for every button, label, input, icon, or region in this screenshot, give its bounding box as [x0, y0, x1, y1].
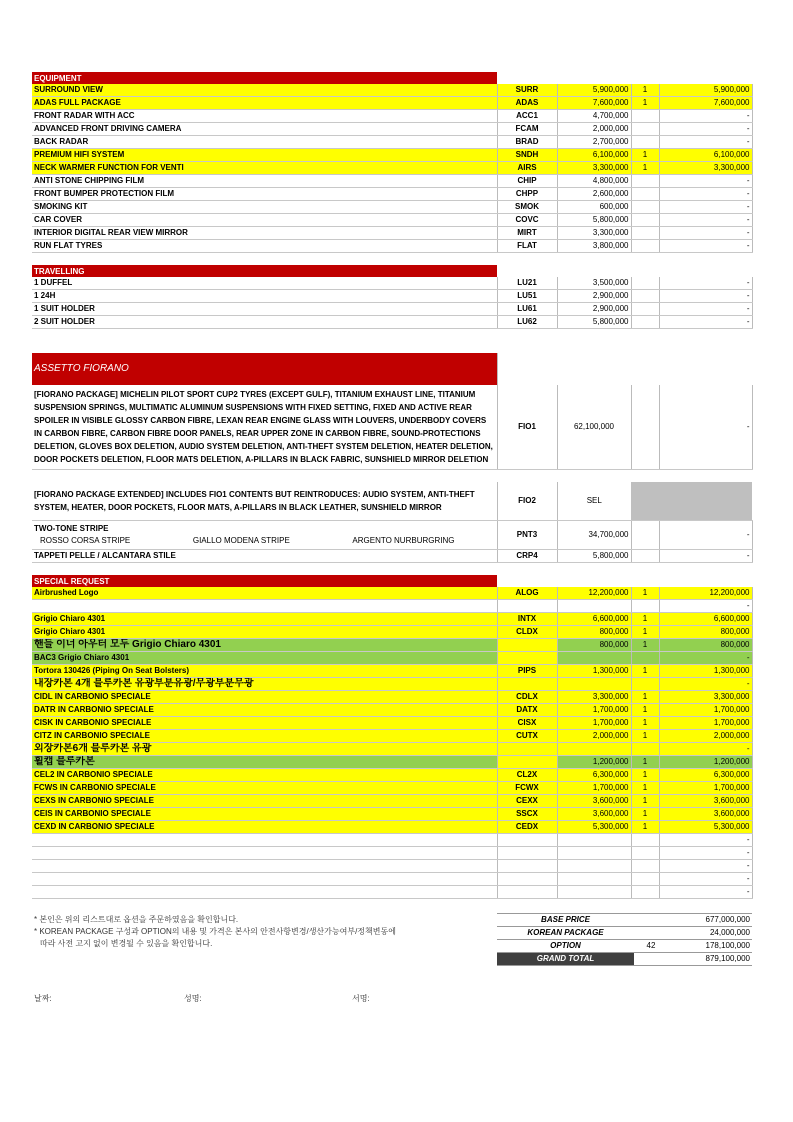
special-request-item-price: 6,300,000: [557, 769, 631, 782]
crp4-total: -: [659, 550, 752, 563]
travelling-item-name: 1 DUFFEL: [32, 277, 497, 290]
equipment-item-code: COVC: [497, 214, 557, 227]
special-request-item-row: [32, 808, 752, 821]
equipment-item-name: FRONT BUMPER PROTECTION FILM: [32, 188, 497, 201]
special-request-item-price: [557, 886, 631, 899]
special-request-item-code: [497, 639, 557, 652]
special-request-item-name: 내장카본 4개 블루카본 유광부분유광/무광부분무광: [32, 678, 497, 691]
special-request-item-name: BAC3 Grigio Chiaro 4301: [32, 652, 497, 665]
travelling-item-row: [32, 316, 752, 329]
special-request-item-name: [32, 847, 497, 860]
travelling-item-code: LU51: [497, 290, 557, 303]
equipment-item-qty: 1: [631, 97, 659, 110]
special-request-item-row: [32, 834, 752, 847]
crp4-row: [32, 550, 752, 563]
special-request-item-qty: 1: [631, 782, 659, 795]
special-request-item-qty: 1: [631, 691, 659, 704]
base-price-value: 677,000,000: [668, 914, 752, 927]
special-request-item-name: 외장카본6개 블루카본 유광: [32, 743, 497, 756]
equipment-item-total: -: [659, 188, 752, 201]
equipment-item-row: [32, 123, 752, 136]
special-request-item-total: -: [659, 652, 752, 665]
special-request-item-row: [32, 639, 752, 652]
special-request-item-row: [32, 652, 752, 665]
special-request-item-price: [557, 834, 631, 847]
equipment-item-total: 3,300,000: [659, 162, 752, 175]
special-request-item-code: [497, 847, 557, 860]
special-request-item-code: CUTX: [497, 730, 557, 743]
fio1-row: [32, 385, 752, 470]
equipment-item-price: 3,300,000: [557, 227, 631, 240]
equipment-item-total: -: [659, 110, 752, 123]
special-request-item-row: [32, 626, 752, 639]
equipment-header: EQUIPMENT: [32, 72, 497, 84]
special-request-item-name: FCWS IN CARBONIO SPECIALE: [32, 782, 497, 795]
equipment-item-price: 3,300,000: [557, 162, 631, 175]
special-request-item-qty: 1: [631, 769, 659, 782]
special-request-item-row: [32, 730, 752, 743]
travelling-item-row: [32, 303, 752, 316]
special-request-item-price: 1,700,000: [557, 782, 631, 795]
travelling-item-qty: [631, 303, 659, 316]
special-request-item-total: 1,200,000: [659, 756, 752, 769]
fio1-price: 62,100,000: [557, 385, 631, 470]
special-request-item-qty: 1: [631, 613, 659, 626]
equipment-item-row: [32, 175, 752, 188]
stripe-option-rosso: ROSSO CORSA STRIPE: [40, 536, 131, 545]
travelling-item-name: 1 24H: [32, 290, 497, 303]
special-request-item-name: CEL2 IN CARBONIO SPECIALE: [32, 769, 497, 782]
equipment-item-row: [32, 136, 752, 149]
equipment-item-price: 600,000: [557, 201, 631, 214]
pnt3-row: [32, 521, 752, 550]
special-request-item-row: [32, 756, 752, 769]
equipment-item-qty: 1: [631, 162, 659, 175]
options-table: [32, 72, 753, 899]
equipment-item-row: [32, 240, 752, 253]
equipment-item-code: FLAT: [497, 240, 557, 253]
travelling-item-price: 5,800,000: [557, 316, 631, 329]
special-request-item-row: [32, 782, 752, 795]
special-request-item-name: CITZ IN CARBONIO SPECIALE: [32, 730, 497, 743]
equipment-item-total: -: [659, 201, 752, 214]
travelling-item-total: -: [659, 316, 752, 329]
travelling-item-row: [32, 290, 752, 303]
fio1-code: FIO1: [497, 385, 557, 470]
special-request-item-price: 1,700,000: [557, 704, 631, 717]
equipment-item-total: 6,100,000: [659, 149, 752, 162]
option-value: 178,100,000: [668, 940, 752, 953]
special-request-item-name: CEXS IN CARBONIO SPECIALE: [32, 795, 497, 808]
travelling-item-row: [32, 277, 752, 290]
equipment-header-row: [32, 72, 752, 84]
equipment-item-price: 2,700,000: [557, 136, 631, 149]
special-request-item-total: -: [659, 743, 752, 756]
special-request-item-price: 3,600,000: [557, 795, 631, 808]
special-request-item-code: [497, 756, 557, 769]
fio2-code: FIO2: [497, 482, 557, 521]
special-request-item-row: [32, 691, 752, 704]
equipment-item-total: 7,600,000: [659, 97, 752, 110]
special-request-item-qty: [631, 886, 659, 899]
travelling-item-price: 2,900,000: [557, 290, 631, 303]
special-request-item-row: [32, 613, 752, 626]
equipment-item-code: ACC1: [497, 110, 557, 123]
travelling-item-code: LU61: [497, 303, 557, 316]
special-request-item-total: -: [659, 834, 752, 847]
special-header-row: [32, 575, 752, 587]
assetto-header-row: [32, 353, 752, 385]
equipment-item-qty: [631, 240, 659, 253]
special-request-item-price: [557, 743, 631, 756]
travelling-item-code: LU21: [497, 277, 557, 290]
crp4-code: CRP4: [497, 550, 557, 563]
special-request-item-row: [32, 873, 752, 886]
special-request-item-total: -: [659, 678, 752, 691]
equipment-item-price: 2,600,000: [557, 188, 631, 201]
special-request-item-code: [497, 652, 557, 665]
special-request-item-qty: [631, 860, 659, 873]
special-request-item-row: [32, 769, 752, 782]
special-request-item-price: 6,600,000: [557, 613, 631, 626]
special-request-item-name: [32, 834, 497, 847]
special-request-item-price: 1,200,000: [557, 756, 631, 769]
special-request-item-price: 1,700,000: [557, 717, 631, 730]
special-request-item-qty: 1: [631, 704, 659, 717]
equipment-item-name: SMOKING KIT: [32, 201, 497, 214]
stripe-options: [34, 535, 495, 547]
korean-package-label: KOREAN PACKAGE: [497, 927, 634, 940]
equipment-item-price: 2,000,000: [557, 123, 631, 136]
special-request-item-name: CEIS IN CARBONIO SPECIALE: [32, 808, 497, 821]
equipment-item-code: BRAD: [497, 136, 557, 149]
special-request-item-row: [32, 847, 752, 860]
option-count: 42: [634, 940, 668, 953]
travelling-item-price: 3,500,000: [557, 277, 631, 290]
special-request-item-name: CIDL IN CARBONIO SPECIALE: [32, 691, 497, 704]
equipment-item-name: ANTI STONE CHIPPING FILM: [32, 175, 497, 188]
fio2-row: [32, 482, 752, 521]
special-request-item-total: -: [659, 847, 752, 860]
price-summary: [497, 913, 752, 966]
special-request-item-name: [32, 886, 497, 899]
equipment-item-row: [32, 188, 752, 201]
equipment-item-code: CHIP: [497, 175, 557, 188]
equipment-item-price: 6,100,000: [557, 149, 631, 162]
special-request-item-name: CISK IN CARBONIO SPECIALE: [32, 717, 497, 730]
equipment-item-price: 7,600,000: [557, 97, 631, 110]
special-request-item-row: [32, 821, 752, 834]
special-request-item-qty: [631, 847, 659, 860]
special-request-item-price: [557, 678, 631, 691]
special-request-item-total: 1,700,000: [659, 782, 752, 795]
special-request-item-code: ALOG: [497, 587, 557, 600]
travelling-item-name: 1 SUIT HOLDER: [32, 303, 497, 316]
date-label: 날짜:: [34, 994, 52, 1003]
equipment-item-name: FRONT RADAR WITH ACC: [32, 110, 497, 123]
equipment-item-name: SURROUND VIEW: [32, 84, 497, 97]
equipment-item-qty: [631, 110, 659, 123]
special-request-item-code: [497, 873, 557, 886]
special-header: SPECIAL REQUEST: [32, 575, 497, 587]
special-request-item-qty: 1: [631, 821, 659, 834]
equipment-item-qty: [631, 136, 659, 149]
special-request-item-code: SSCX: [497, 808, 557, 821]
special-request-item-name: Grigio Chiaro 4301: [32, 613, 497, 626]
equipment-item-name: BACK RADAR: [32, 136, 497, 149]
special-request-item-row: [32, 704, 752, 717]
special-request-item-qty: 1: [631, 795, 659, 808]
travelling-item-total: -: [659, 277, 752, 290]
special-request-item-price: 5,300,000: [557, 821, 631, 834]
special-request-item-code: CDLX: [497, 691, 557, 704]
special-request-item-qty: 1: [631, 639, 659, 652]
travelling-item-price: 2,900,000: [557, 303, 631, 316]
special-request-item-total: -: [659, 860, 752, 873]
travelling-header: TRAVELLING: [32, 265, 497, 277]
name-label: 성명:: [184, 994, 202, 1003]
note-line-1: * 본인은 위의 리스트대로 옵션을 주문하였음을 확인합니다.: [34, 915, 239, 924]
special-request-item-qty: [631, 652, 659, 665]
special-request-item-total: 1,300,000: [659, 665, 752, 678]
fio2-price: SEL: [557, 482, 631, 521]
special-request-item-row: [32, 600, 752, 613]
fio1-description: [FIORANO PACKAGE] MICHELIN PILOT SPORT CUP2 TYRES (EXCEPT GULF), TITANIUM EXHAUST LINE, TITANIUM SUSPENSION SPRINGS, MULTIMATIC ALUMINUM SUSPENSIONS WITH FIXED SETTING, FIXED AND ACTIVE REAR SPOILER IN VISIBLE GLOSSY CARBON FIBRE, LEXAN REAR ENGINE GLASS WITH LOUVERS, UNDERBODY COVERS IN CARBON FIBRE, CARBON FIBRE DOOR PANELS, REAR UPPER ZONE IN CARBON FIBRE, SOUND-PROTECTIONS DELETION, GLOVES BOX DELETION, AUDIO SYSTEM DELETION, ANTI-THEFT SYSTEM DELETION, HEATER DELETION, DOOR POCKETS DELETION, FLOOR MATS DELETION, A-PILLARS IN BLACK FABRIC, SUNSHIELD MIRROR DELETION: [32, 385, 497, 470]
special-request-item-price: 2,000,000: [557, 730, 631, 743]
equipment-item-qty: [631, 201, 659, 214]
special-request-item-total: 1,700,000: [659, 717, 752, 730]
equipment-item-qty: [631, 227, 659, 240]
equipment-item-code: AIRS: [497, 162, 557, 175]
signature-label: 서명:: [352, 994, 370, 1003]
crp4-name: TAPPETI PELLE / ALCANTARA STILE: [32, 550, 497, 563]
equipment-item-row: [32, 162, 752, 175]
special-request-item-code: CLDX: [497, 626, 557, 639]
special-request-item-total: 6,300,000: [659, 769, 752, 782]
special-request-item-total: -: [659, 600, 752, 613]
equipment-item-price: 3,800,000: [557, 240, 631, 253]
special-request-item-price: [557, 860, 631, 873]
equipment-item-code: SURR: [497, 84, 557, 97]
special-request-item-row: [32, 886, 752, 899]
travelling-item-total: -: [659, 290, 752, 303]
special-request-item-total: 800,000: [659, 626, 752, 639]
travelling-item-qty: [631, 316, 659, 329]
special-request-item-total: 2,000,000: [659, 730, 752, 743]
special-request-item-code: [497, 600, 557, 613]
special-request-item-price: 3,300,000: [557, 691, 631, 704]
special-request-item-price: 12,200,000: [557, 587, 631, 600]
fio2-unavailable-cell: [631, 482, 752, 521]
special-request-item-code: CL2X: [497, 769, 557, 782]
special-request-item-code: INTX: [497, 613, 557, 626]
equipment-item-total: -: [659, 136, 752, 149]
special-request-item-price: [557, 600, 631, 613]
equipment-item-code: CHPP: [497, 188, 557, 201]
special-request-item-qty: [631, 834, 659, 847]
special-request-item-name: CEXD IN CARBONIO SPECIALE: [32, 821, 497, 834]
travelling-item-qty: [631, 277, 659, 290]
equipment-item-qty: 1: [631, 84, 659, 97]
special-request-item-qty: 1: [631, 808, 659, 821]
special-request-item-price: [557, 652, 631, 665]
special-request-item-total: -: [659, 886, 752, 899]
equipment-item-qty: 1: [631, 149, 659, 162]
special-request-item-name: [32, 860, 497, 873]
special-request-item-qty: 1: [631, 756, 659, 769]
special-request-item-total: 5,300,000: [659, 821, 752, 834]
special-request-item-name: [32, 873, 497, 886]
special-request-item-total: 3,600,000: [659, 795, 752, 808]
special-request-item-code: PIPS: [497, 665, 557, 678]
special-request-item-code: DATX: [497, 704, 557, 717]
special-request-item-code: CISX: [497, 717, 557, 730]
equipment-item-row: [32, 97, 752, 110]
note-line-3: 따라 사전 고지 없이 변경될 수 있음을 확인합니다.: [40, 939, 213, 948]
equipment-item-price: 4,800,000: [557, 175, 631, 188]
korean-package-value: 24,000,000: [668, 927, 752, 940]
base-price-label: BASE PRICE: [497, 914, 634, 927]
special-request-item-total: 12,200,000: [659, 587, 752, 600]
equipment-item-name: NECK WARMER FUNCTION FOR VENTI: [32, 162, 497, 175]
special-request-item-qty: [631, 600, 659, 613]
special-request-item-qty: 1: [631, 730, 659, 743]
equipment-item-name: ADVANCED FRONT DRIVING CAMERA: [32, 123, 497, 136]
special-request-item-name: Airbrushed Logo: [32, 587, 497, 600]
option-sheet: [32, 72, 752, 899]
special-request-item-code: [497, 743, 557, 756]
special-request-item-qty: [631, 873, 659, 886]
special-request-item-code: [497, 834, 557, 847]
special-request-item-price: 800,000: [557, 639, 631, 652]
special-request-item-code: CEXX: [497, 795, 557, 808]
equipment-item-code: SNDH: [497, 149, 557, 162]
equipment-item-row: [32, 84, 752, 97]
special-request-item-qty: 1: [631, 717, 659, 730]
equipment-item-row: [32, 201, 752, 214]
confirmation-notes: [34, 914, 474, 950]
equipment-item-qty: [631, 123, 659, 136]
special-request-item-price: 800,000: [557, 626, 631, 639]
stripe-option-argento: ARGENTO NURBURGRING: [352, 536, 455, 545]
special-request-item-code: [497, 678, 557, 691]
equipment-item-row: [32, 110, 752, 123]
special-request-item-row: [32, 717, 752, 730]
travelling-header-row: [32, 265, 752, 277]
equipment-item-code: FCAM: [497, 123, 557, 136]
stripe-option-giallo: GIALLO MODENA STRIPE: [192, 536, 290, 545]
option-label: OPTION: [497, 940, 634, 953]
crp4-price: 5,800,000: [557, 550, 631, 563]
special-request-item-code: [497, 886, 557, 899]
special-request-item-price: 3,600,000: [557, 808, 631, 821]
equipment-item-name: RUN FLAT TYRES: [32, 240, 497, 253]
special-request-item-code: [497, 860, 557, 873]
equipment-item-price: 5,900,000: [557, 84, 631, 97]
equipment-item-total: -: [659, 227, 752, 240]
special-request-item-row: [32, 678, 752, 691]
special-request-item-total: 6,600,000: [659, 613, 752, 626]
equipment-item-price: 5,800,000: [557, 214, 631, 227]
equipment-item-row: [32, 214, 752, 227]
equipment-item-total: -: [659, 240, 752, 253]
special-request-item-total: 3,600,000: [659, 808, 752, 821]
assetto-header: ASSETTO FIORANO: [32, 353, 497, 385]
travelling-item-code: LU62: [497, 316, 557, 329]
special-request-item-total: 3,300,000: [659, 691, 752, 704]
special-request-item-name: 핸들 이너 아우터 모두 Grigio Chiaro 4301: [32, 639, 497, 652]
pnt3-code: PNT3: [497, 521, 557, 550]
equipment-item-code: MIRT: [497, 227, 557, 240]
special-request-item-row: [32, 665, 752, 678]
special-request-item-total: 800,000: [659, 639, 752, 652]
special-request-item-total: -: [659, 873, 752, 886]
equipment-item-name: ADAS FULL PACKAGE: [32, 97, 497, 110]
equipment-item-name: PREMIUM HIFI SYSTEM: [32, 149, 497, 162]
note-line-2: * KOREAN PACKAGE 구성과 OPTION의 내용 및 가격은 본사의 안전사항변경/생산가능여부/정책변동에: [34, 927, 396, 936]
equipment-item-name: INTERIOR DIGITAL REAR VIEW MIRROR: [32, 227, 497, 240]
pnt3-price: 34,700,000: [557, 521, 631, 550]
special-request-item-name: Tortora 130426 (Piping On Seat Bolsters): [32, 665, 497, 678]
special-request-item-name: Grigio Chiaro 4301: [32, 626, 497, 639]
equipment-item-qty: [631, 175, 659, 188]
equipment-item-qty: [631, 188, 659, 201]
special-request-item-total: 1,700,000: [659, 704, 752, 717]
special-request-item-qty: [631, 678, 659, 691]
special-request-item-name: 휠캡 블루카본: [32, 756, 497, 769]
equipment-item-code: ADAS: [497, 97, 557, 110]
equipment-item-name: CAR COVER: [32, 214, 497, 227]
special-request-item-price: [557, 847, 631, 860]
grand-total-label: GRAND TOTAL: [497, 953, 634, 966]
special-request-item-price: [557, 873, 631, 886]
grand-total-value: 879,100,000: [668, 953, 752, 966]
travelling-item-qty: [631, 290, 659, 303]
pnt3-name: TWO-TONE STRIPE: [34, 524, 109, 533]
equipment-item-qty: [631, 214, 659, 227]
special-request-item-name: [32, 600, 497, 613]
travelling-item-total: -: [659, 303, 752, 316]
special-request-item-row: [32, 795, 752, 808]
fio1-total: -: [659, 385, 752, 470]
equipment-item-row: [32, 149, 752, 162]
special-request-item-qty: [631, 743, 659, 756]
special-request-item-qty: 1: [631, 587, 659, 600]
special-request-item-qty: 1: [631, 626, 659, 639]
equipment-item-total: -: [659, 175, 752, 188]
special-request-item-code: CEDX: [497, 821, 557, 834]
equipment-item-total: 5,900,000: [659, 84, 752, 97]
equipment-item-total: -: [659, 214, 752, 227]
travelling-item-name: 2 SUIT HOLDER: [32, 316, 497, 329]
equipment-item-total: -: [659, 123, 752, 136]
special-request-item-name: DATR IN CARBONIO SPECIALE: [32, 704, 497, 717]
equipment-item-row: [32, 227, 752, 240]
equipment-item-price: 4,700,000: [557, 110, 631, 123]
special-request-item-row: [32, 860, 752, 873]
equipment-item-code: SMOK: [497, 201, 557, 214]
special-request-item-price: 1,300,000: [557, 665, 631, 678]
pnt3-total: -: [659, 521, 752, 550]
special-request-item-row: [32, 587, 752, 600]
special-request-item-code: FCWX: [497, 782, 557, 795]
fio2-description: [FIORANO PACKAGE EXTENDED] INCLUDES FIO1 CONTENTS BUT REINTRODUCES: AUDIO SYSTEM, ANTI-THEFT SYSTEM, HEATER, DOOR POCKETS, FLOOR MATS, A-PILLARS IN BLACK LEATHER, SUNSHIELD MIRROR: [32, 482, 497, 521]
special-request-item-row: [32, 743, 752, 756]
special-request-item-qty: 1: [631, 665, 659, 678]
